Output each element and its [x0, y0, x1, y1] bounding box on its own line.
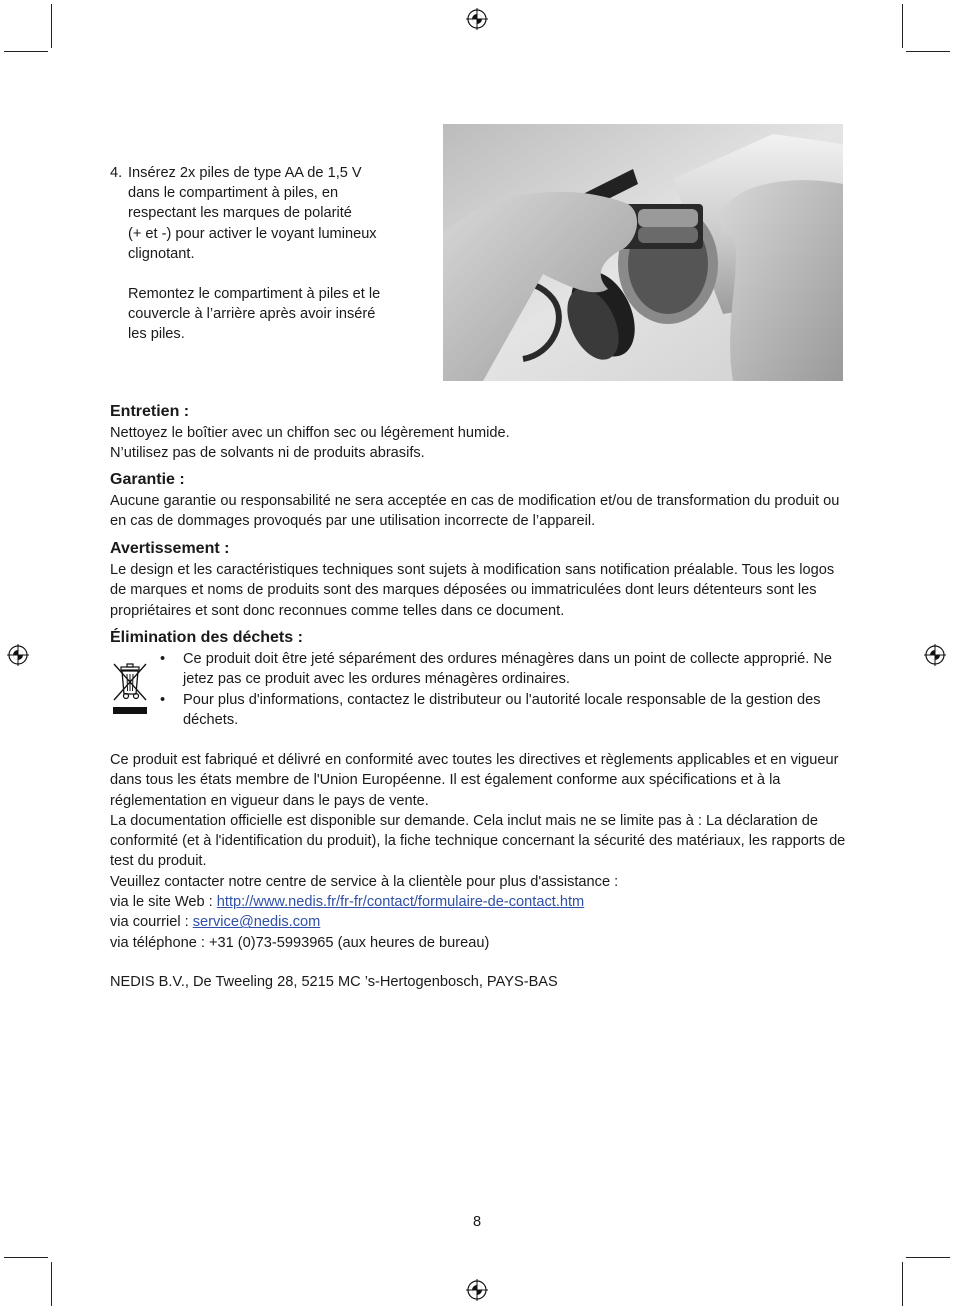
step-text-line: Remontez le compartiment à piles et le	[128, 286, 381, 303]
bullet: •	[160, 691, 166, 708]
bullet: •	[160, 651, 166, 667]
contact-mail-link[interactable]: service@nedis.com	[192, 914, 321, 931]
section-conformity	[110, 750, 848, 953]
registration-mark-icon	[7, 644, 29, 666]
section-title: Entretien :	[110, 403, 190, 420]
list-item-text: Pour plus d'informations, contactez le distributeur ou l'autorité locale responsable de la gestion des déchets.	[183, 691, 821, 728]
registration-mark-icon	[466, 8, 488, 30]
list-item	[110, 690, 848, 731]
step-number: 4.	[110, 165, 123, 181]
crop-mark	[4, 1257, 48, 1258]
step-text-line: couvercle à l’arrière après avoir inséré	[128, 306, 376, 323]
section-elimination	[110, 627, 848, 730]
section-text: Nettoyez le boîtier avec un chiffon sec ou légèrement humide.	[110, 425, 510, 441]
list-item-text: Ce produit doit être jeté séparément des ordures ménagères dans un point de collecte approprié. Ne jetez pas ce produit avec les ordures ménagères ordinaires.	[183, 651, 833, 688]
section-avertissement	[110, 538, 848, 621]
crop-mark	[51, 4, 52, 48]
section-text: Le design et les caractéristiques techniques sont sujets à modification sans notification préalable. Tous les logos de marques et noms de produits sont des marques déposées ou immatriculées dont leurs détenteurs sont les propriétaires et sont donc reconnues comme telles dans ce document.	[110, 562, 835, 619]
section-text: Aucune garantie ou responsabilité ne sera acceptée en cas de modification et/ou de transformation du produit ou en cas de dommages provoqués par une utilisation incorrecte de l’appareil.	[110, 493, 840, 530]
battery-insertion-photo	[443, 124, 843, 381]
contact-phone: via téléphone : +31 (0)73-5993965 (aux heures de bureau)	[110, 934, 490, 951]
step-text-line: Insérez 2x piles de type AA de 1,5 V	[128, 165, 362, 181]
address-text: NEDIS B.V., De Tweeling 28, 5215 MC ’s-Hertogenbosch, PAYS-BAS	[110, 974, 558, 990]
crop-mark	[902, 4, 903, 48]
address	[110, 972, 848, 992]
registration-mark-icon	[466, 1279, 488, 1301]
crop-mark	[906, 1257, 950, 1258]
section-entretien	[110, 401, 848, 464]
crop-mark	[4, 51, 48, 52]
conformity-text: La documentation officielle est disponible sur demande. Cela inclut mais ne se limite pas à : La déclaration de conformité (et à l'identification du produit), la fiche technique concernant la sécurité des matériaux, les rapports de test du produit.	[110, 812, 846, 870]
step-text-line: (+ et -) pour activer le voyant lumineux	[128, 225, 377, 242]
section-title: Avertissement :	[110, 540, 230, 557]
conformity-text: Veuillez contacter notre centre de service à la clientèle pour plus d'assistance :	[110, 873, 619, 890]
crossed-out-bin-icon	[110, 658, 150, 718]
page-number: 8	[472, 1214, 482, 1230]
contact-web	[110, 892, 848, 912]
section-title: Garantie :	[110, 471, 185, 488]
contact-mail	[110, 912, 848, 932]
step-text-line: dans le compartiment à piles, en	[128, 185, 339, 202]
step-text-line: les piles.	[128, 326, 185, 343]
step-text-line: respectant les marques de polarité	[128, 205, 352, 222]
contact-web-link[interactable]: http://www.nedis.fr/fr-fr/contact/formulaire-de-contact.htm	[216, 894, 585, 911]
list-item	[110, 649, 848, 690]
contact-web-label: via le site Web :	[110, 894, 217, 911]
crop-mark	[51, 1262, 52, 1306]
crop-mark	[906, 51, 950, 52]
step-instruction	[110, 163, 430, 345]
spacer	[128, 264, 430, 284]
contact-mail-label: via courriel :	[110, 914, 193, 931]
section-garantie	[110, 469, 848, 532]
section-title: Élimination des déchets :	[110, 629, 303, 646]
crop-mark	[902, 1262, 903, 1306]
registration-mark-icon	[924, 644, 946, 666]
conformity-text: Ce produit est fabriqué et délivré en conformité avec toutes les directives et règlements applicables et en vigueur dans tous les états membre de l'Union Européenne. Il est également conforme aux spécifications et à la réglementation en vigueur dans le pays de vente.	[110, 752, 839, 809]
section-text: N’utilisez pas de solvants ni de produits abrasifs.	[110, 445, 425, 462]
step-text-line: clignotant.	[128, 245, 195, 262]
